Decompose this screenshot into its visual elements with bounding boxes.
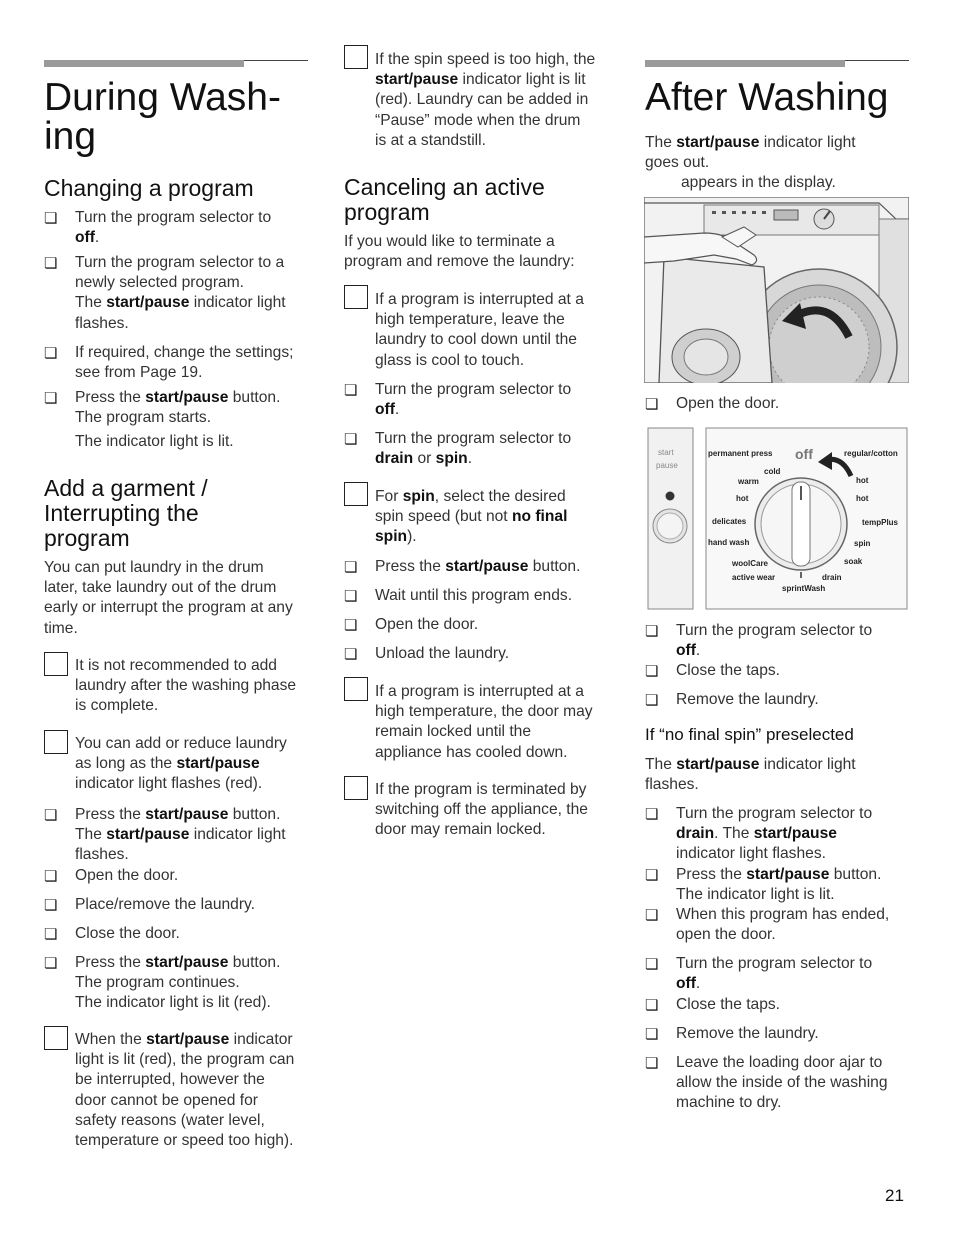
note-box-icon	[344, 285, 368, 309]
section-rule-bar	[645, 60, 845, 67]
checkbox-icon	[344, 616, 357, 634]
note-text: When the start/pause indicator light is lit (red), the program can be interrupted, however the door cannot be opened for safety reasons (water level, temperature or speed too high).	[75, 1031, 295, 1150]
svg-text:woolCare: woolCare	[732, 559, 769, 568]
step-text: Turn the program selector to drain. The start/pause indicator light flashes.	[676, 805, 873, 863]
checkbox-icon	[645, 996, 658, 1014]
checkbox-icon	[645, 662, 658, 680]
step-text: Wait until this program ends.	[375, 587, 573, 604]
checkbox-icon	[44, 389, 57, 407]
step-text: Place/remove the laundry.	[75, 896, 255, 913]
step-text: Remove the laundry.	[676, 691, 819, 708]
step-text: Turn the program selector to drain or spin.	[375, 430, 572, 468]
checkbox-icon	[44, 954, 57, 972]
checkbox-icon	[44, 209, 57, 227]
checkbox-icon	[44, 867, 57, 885]
checkbox-icon	[344, 587, 357, 605]
note-text: You can add or reduce laundry as long as the start/pause indicator light flashes (red).	[75, 735, 287, 793]
note-text: For spin, select the desired spin speed (but not no final spin).	[375, 488, 568, 546]
note-box-icon	[344, 776, 368, 800]
checkbox-icon	[344, 381, 357, 399]
step-text: Leave the loading door ajar to allow the inside of the washing machine to dry.	[676, 1054, 888, 1112]
note-box-icon	[344, 45, 368, 69]
svg-text:hand wash: hand wash	[708, 538, 750, 547]
note-box-icon	[44, 730, 68, 754]
svg-text:cold: cold	[764, 467, 781, 476]
step-text: Press the start/pause button. The indicator light is lit.	[676, 866, 882, 904]
open-door-illustration	[644, 197, 909, 383]
note-text: If the spin speed is too high, the start/pause indicator light is lit (red). Laundry can be added in “Pause” mode when the drum is at a standstill.	[375, 51, 596, 149]
note-box-icon	[344, 482, 368, 506]
subheading-no-final-spin: If “no final spin” preselected	[645, 725, 854, 744]
step-text: Turn the program selector to off.	[676, 955, 873, 993]
svg-text:active wear: active wear	[732, 573, 776, 582]
svg-text:permanent press: permanent press	[708, 449, 773, 458]
svg-text:delicates: delicates	[712, 517, 747, 526]
svg-text:drain: drain	[822, 573, 842, 582]
svg-text:sprintWash: sprintWash	[782, 584, 826, 593]
step-text: Turn the program selector to a newly selected program. The start/pause indicator light flashes.	[75, 254, 286, 332]
step-text: Turn the program selector to off.	[75, 209, 272, 247]
title-line: ing	[44, 115, 97, 158]
step-text: Remove the laundry.	[676, 1025, 819, 1042]
note-text: If a program is interrupted at a high temperature, leave the laundry to cool down until the glass is cool to touch.	[375, 291, 584, 369]
svg-text:spin: spin	[854, 539, 871, 548]
title-during-washing	[44, 78, 281, 156]
step-text: Press the start/pause button.	[375, 558, 581, 575]
step-text: Close the taps.	[676, 662, 781, 679]
checkbox-icon	[44, 896, 57, 914]
checkbox-icon	[645, 805, 658, 823]
note-box-icon	[44, 1026, 68, 1050]
step-text: Unload the laundry.	[375, 645, 510, 662]
step-text: Press the start/pause button. The start/pause indicator light flashes.	[75, 806, 286, 864]
intro-text: The start/pause indicator light goes out. appears in the display.	[645, 134, 856, 192]
heading-add-garment: Add a garment / Interrupting the program	[44, 475, 208, 551]
checkbox-icon	[44, 344, 57, 362]
title-line: During Wash-	[44, 76, 281, 119]
svg-text:soak: soak	[844, 557, 863, 566]
checkbox-icon	[44, 806, 57, 824]
step-text: Turn the program selector to off.	[676, 622, 873, 660]
intro-text: You can put laundry in the drum later, take laundry out of the drum early or interrupt the program at any time.	[44, 559, 293, 637]
section-rule-bar	[44, 60, 244, 67]
indicator-light-icon	[666, 492, 675, 501]
checkbox-icon	[645, 395, 658, 413]
page-number: 21	[885, 1186, 904, 1205]
step-text: Close the door.	[75, 925, 180, 942]
heading-changing-program: Changing a program	[44, 175, 254, 201]
checkbox-icon	[645, 1025, 658, 1043]
step-text: Press the start/pause button. The program starts. The indicator light is lit.	[75, 389, 281, 451]
checkbox-icon	[344, 558, 357, 576]
note-text: If the program is terminated by switching off the appliance, the door may remain locked.	[375, 781, 588, 839]
step-text: Close the taps.	[676, 996, 781, 1013]
title-after-washing: After Washing	[645, 76, 889, 119]
svg-text:warm: warm	[738, 477, 759, 486]
checkbox-icon	[645, 906, 658, 924]
checkbox-icon	[645, 1054, 658, 1072]
note-text: It is not recommended to add laundry after the washing phase is complete.	[75, 657, 297, 715]
intro-text: The start/pause indicator light flashes.	[645, 756, 856, 794]
checkbox-icon	[645, 955, 658, 973]
step-text: Open the door.	[676, 395, 780, 412]
checkbox-icon	[645, 866, 658, 884]
svg-text:regular/cotton: regular/cotton	[844, 449, 898, 458]
svg-text:hot: hot	[856, 494, 869, 503]
note-box-icon	[44, 652, 68, 676]
checkbox-icon	[344, 430, 357, 448]
svg-text:hot: hot	[856, 476, 869, 485]
checkbox-icon	[344, 645, 357, 663]
step-text: Open the door.	[75, 867, 179, 884]
svg-text:hot: hot	[736, 494, 749, 503]
checkbox-icon	[44, 925, 57, 943]
note-text: If a program is interrupted at a high temperature, the door may remain locked until the appliance has cooled down.	[375, 683, 593, 761]
svg-text:off: off	[795, 446, 813, 462]
step-text: When this program has ended, open the door.	[676, 906, 890, 944]
step-text: Press the start/pause button. The program continues. The indicator light is lit (red).	[75, 954, 281, 1012]
start-label: start	[658, 448, 674, 457]
note-box-icon	[344, 677, 368, 701]
heading-canceling-program: Canceling an active program	[344, 174, 545, 225]
step-text: If required, change the settings; see from Page 19.	[75, 344, 294, 382]
checkbox-icon	[44, 254, 57, 272]
svg-text:tempPlus: tempPlus	[862, 518, 899, 527]
checkbox-icon	[645, 691, 658, 709]
checkbox-icon	[645, 622, 658, 640]
intro-text: If you would like to terminate a program and remove the laundry:	[344, 233, 575, 271]
step-text: Turn the program selector to off.	[375, 381, 572, 419]
pause-label: pause	[656, 461, 678, 470]
step-text: Open the door.	[375, 616, 479, 633]
program-selector-illustration	[646, 426, 909, 611]
